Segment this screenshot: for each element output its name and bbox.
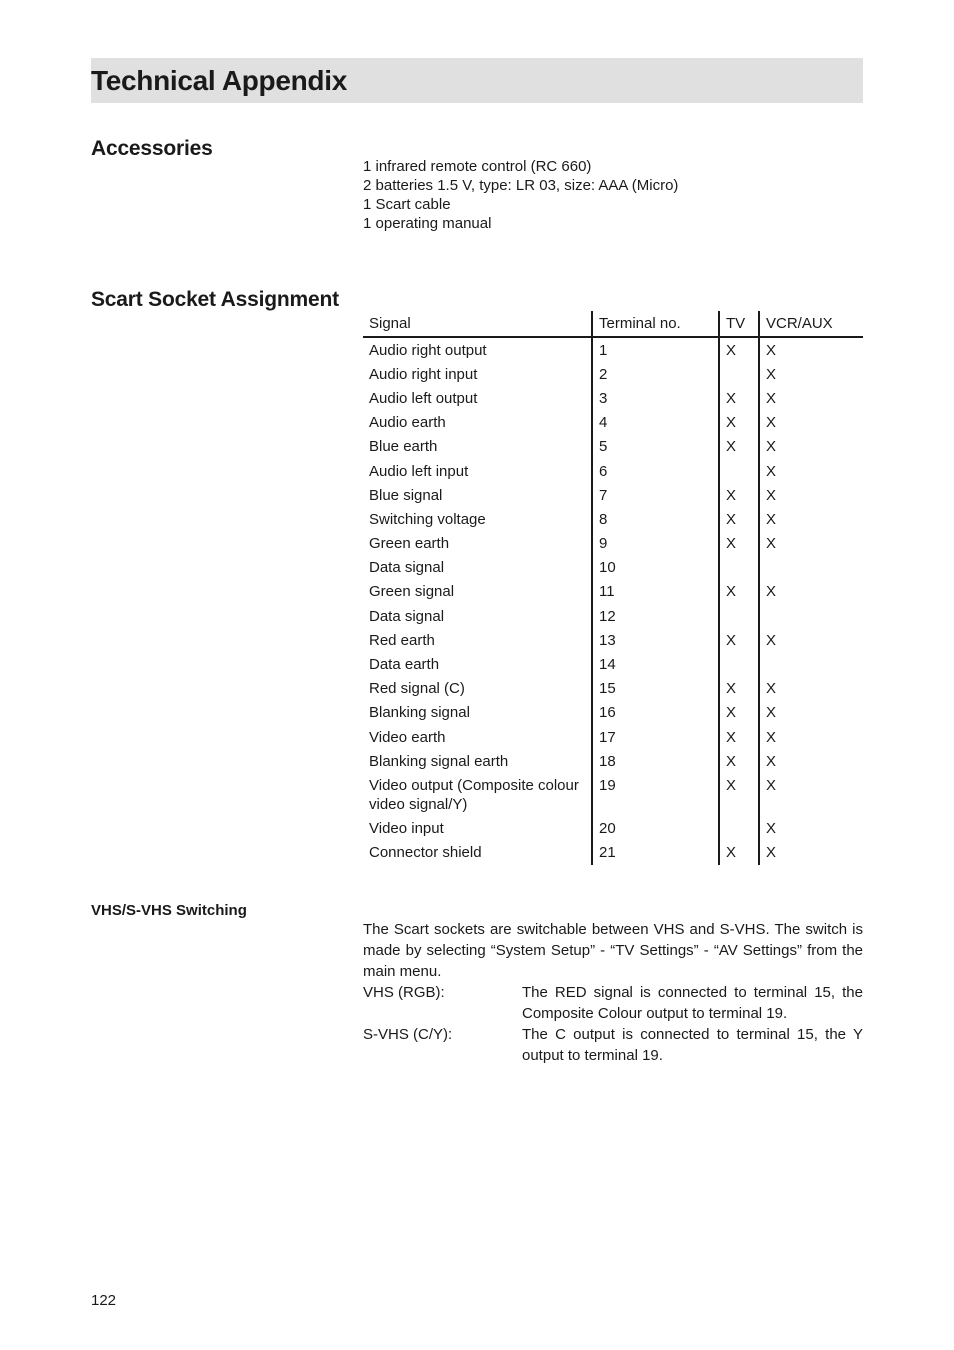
cell-vcr: X <box>759 411 863 435</box>
cell-tv <box>719 604 759 628</box>
cell-signal: Video output (Composite colour video signal/Y) <box>369 776 579 813</box>
table-row <box>363 628 863 652</box>
cell-signal: Blue signal <box>369 486 443 504</box>
cell-vcr: X <box>759 362 863 386</box>
cell-tv: X <box>719 677 759 701</box>
table-header-row <box>363 311 863 337</box>
cell-tv: X <box>719 841 759 865</box>
cell-tv: X <box>719 483 759 507</box>
table-row <box>363 532 863 556</box>
cell-signal: Data signal <box>369 559 445 577</box>
table-row <box>363 507 863 531</box>
cell-tv <box>719 556 759 580</box>
cell-tv: X <box>719 773 759 816</box>
cell-terminal: 5 <box>592 435 719 459</box>
cell-terminal: 15 <box>592 677 719 701</box>
cell-tv: X <box>719 628 759 652</box>
cell-tv: X <box>719 337 759 362</box>
table-row <box>363 749 863 773</box>
title-bar <box>91 58 863 103</box>
cell-vcr: X <box>759 386 863 410</box>
list-item: 2 batteries 1.5 V, type: LR 03, size: AAA (Micro) <box>363 177 679 194</box>
cell-terminal: 6 <box>592 459 719 483</box>
table-row <box>363 556 863 580</box>
table-row <box>363 817 863 841</box>
cell-vcr: X <box>759 677 863 701</box>
cell-signal: Data earth <box>369 656 440 674</box>
cell-signal: Connector shield <box>369 844 482 862</box>
cell-terminal: 11 <box>592 580 719 604</box>
cell-terminal: 14 <box>592 652 719 676</box>
table-row <box>363 652 863 676</box>
cell-tv: X <box>719 435 759 459</box>
cell-terminal: 7 <box>592 483 719 507</box>
cell-signal: Red signal (C) <box>369 680 465 698</box>
cell-signal: Audio left output <box>369 389 478 407</box>
cell-vcr: X <box>759 725 863 749</box>
accessories-heading: Accessories <box>91 137 213 160</box>
cell-signal: Video input <box>369 820 444 838</box>
definition-desc: The RED signal is connected to terminal 15, the Composite Colour output to terminal 19. <box>522 984 863 1022</box>
list-item: 1 Scart cable <box>363 196 451 213</box>
vhs-paragraph: The Scart sockets are switchable between VHS and S-VHS. The switch is made by selecting “System Setup” - “TV Settings” - “AV Settings” from the main menu. <box>363 921 863 980</box>
cell-terminal: 3 <box>592 386 719 410</box>
definition-term: VHS (RGB): <box>363 984 445 1001</box>
list-item: 1 infrared remote control (RC 660) <box>363 158 592 175</box>
cell-tv: X <box>719 580 759 604</box>
cell-terminal: 19 <box>592 773 719 816</box>
cell-terminal: 17 <box>592 725 719 749</box>
scart-table <box>363 311 863 865</box>
cell-vcr: X <box>759 337 863 362</box>
cell-tv <box>719 362 759 386</box>
vhs-heading: VHS/S-VHS Switching <box>91 902 247 919</box>
scart-heading: Scart Socket Assignment <box>91 288 339 311</box>
cell-vcr: X <box>759 628 863 652</box>
cell-tv: X <box>719 532 759 556</box>
cell-tv: X <box>719 386 759 410</box>
table-row <box>363 459 863 483</box>
cell-vcr: X <box>759 435 863 459</box>
page-title: Technical Appendix <box>91 65 347 96</box>
cell-vcr: X <box>759 459 863 483</box>
table-row <box>363 411 863 435</box>
cell-terminal: 1 <box>592 337 719 362</box>
table-row <box>363 435 863 459</box>
cell-tv: X <box>719 411 759 435</box>
accessories-list <box>363 157 678 233</box>
definition-term: S-VHS (C/Y): <box>363 1026 453 1043</box>
cell-vcr: X <box>759 749 863 773</box>
column-header-tv: TV <box>719 311 759 337</box>
cell-terminal: 9 <box>592 532 719 556</box>
table-row <box>363 604 863 628</box>
cell-signal: Audio left input <box>369 462 469 480</box>
cell-terminal: 18 <box>592 749 719 773</box>
cell-tv <box>719 459 759 483</box>
cell-terminal: 2 <box>592 362 719 386</box>
cell-vcr: X <box>759 841 863 865</box>
cell-terminal: 12 <box>592 604 719 628</box>
cell-signal: Audio earth <box>369 414 446 432</box>
cell-vcr: X <box>759 507 863 531</box>
cell-terminal: 16 <box>592 701 719 725</box>
scart-table-body <box>363 337 863 865</box>
cell-terminal: 21 <box>592 841 719 865</box>
cell-terminal: 8 <box>592 507 719 531</box>
cell-tv <box>719 817 759 841</box>
cell-terminal: 4 <box>592 411 719 435</box>
cell-terminal: 20 <box>592 817 719 841</box>
table-row <box>363 701 863 725</box>
cell-vcr <box>759 556 863 580</box>
cell-vcr: X <box>759 483 863 507</box>
table-row <box>363 725 863 749</box>
cell-tv <box>719 652 759 676</box>
definition-desc: The C output is connected to terminal 15, the Y output to terminal 19. <box>522 1026 863 1064</box>
cell-tv: X <box>719 507 759 531</box>
table-row <box>363 337 863 362</box>
table-row <box>363 677 863 701</box>
cell-vcr: X <box>759 532 863 556</box>
cell-vcr: X <box>759 773 863 816</box>
table-row <box>363 841 863 865</box>
cell-tv: X <box>719 725 759 749</box>
cell-vcr: X <box>759 580 863 604</box>
table-row <box>363 483 863 507</box>
column-header-terminal: Terminal no. <box>592 311 719 337</box>
cell-signal: Data signal <box>369 607 445 625</box>
cell-terminal: 10 <box>592 556 719 580</box>
cell-vcr <box>759 652 863 676</box>
list-item: 1 operating manual <box>363 215 492 232</box>
cell-tv: X <box>719 701 759 725</box>
cell-signal: Audio right output <box>369 341 487 359</box>
cell-signal: Blanking signal earth <box>369 752 509 770</box>
cell-terminal: 13 <box>592 628 719 652</box>
cell-signal: Audio right input <box>369 365 478 383</box>
cell-signal: Blanking signal <box>369 704 470 722</box>
cell-signal: Green earth <box>369 535 450 553</box>
table-row <box>363 362 863 386</box>
cell-signal: Red earth <box>369 631 435 649</box>
column-header-vcr: VCR/AUX <box>759 311 863 337</box>
page-number: 122 <box>91 1292 117 1309</box>
table-row <box>363 773 863 816</box>
column-header-signal: Signal <box>363 311 592 337</box>
table-row <box>363 580 863 604</box>
cell-signal: Green signal <box>369 583 455 601</box>
cell-signal: Video earth <box>369 728 446 746</box>
cell-vcr <box>759 604 863 628</box>
cell-signal: Switching voltage <box>369 510 486 528</box>
table-row <box>363 386 863 410</box>
cell-vcr: X <box>759 701 863 725</box>
cell-vcr: X <box>759 817 863 841</box>
cell-signal: Blue earth <box>369 438 438 456</box>
cell-tv: X <box>719 749 759 773</box>
